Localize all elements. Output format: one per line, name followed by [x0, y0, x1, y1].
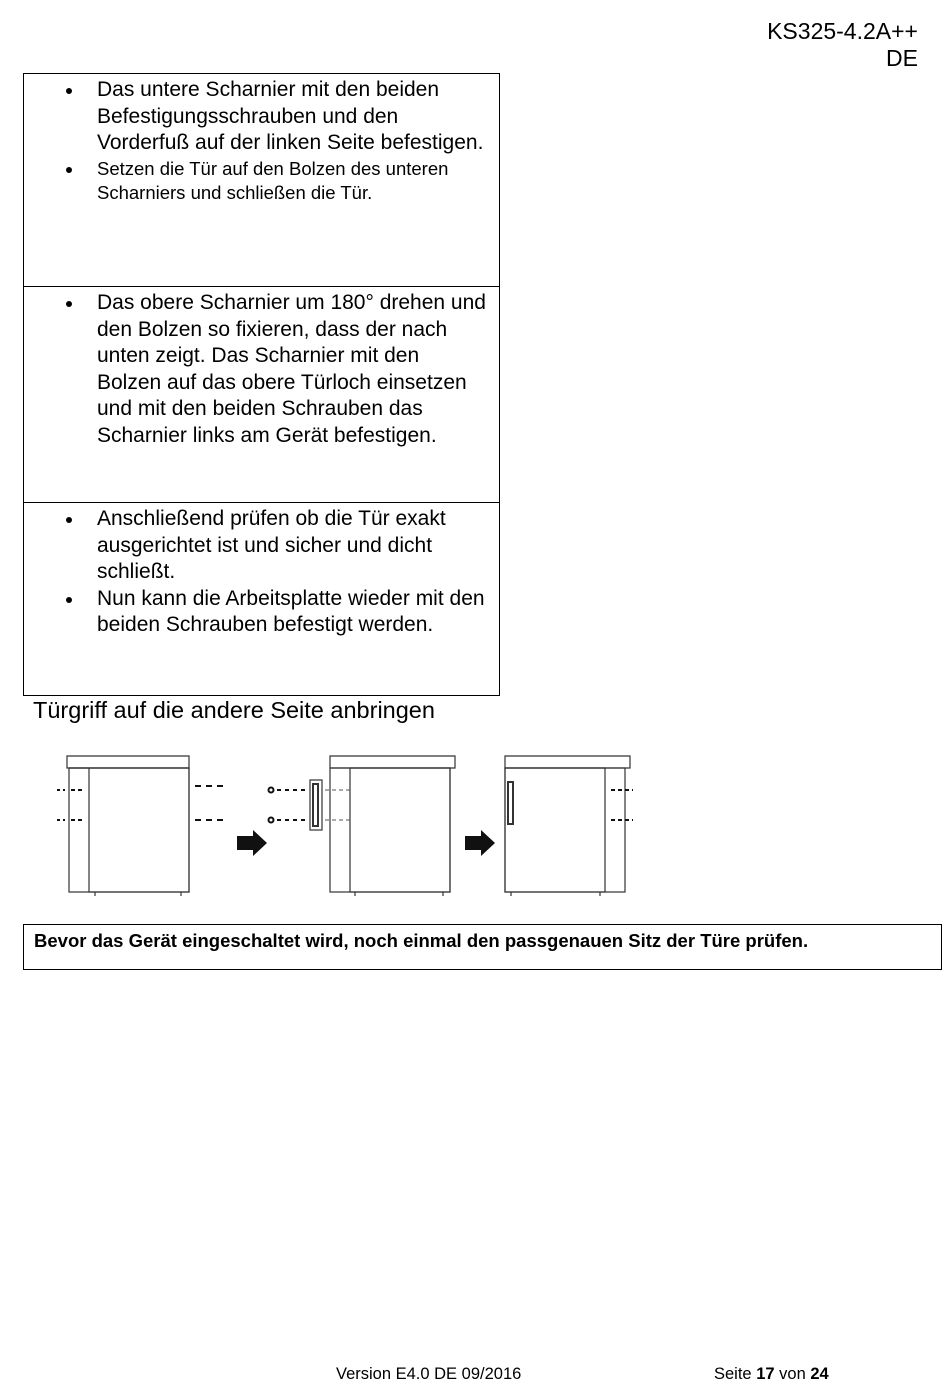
page-label: Seite: [714, 1365, 752, 1383]
page-of: von: [779, 1365, 806, 1383]
bullet-item: Setzen die Tür auf den Bolzen des unteren Scharniers und schließen die Tür.: [24, 157, 499, 206]
language-code: DE: [886, 45, 918, 71]
bullet-list: [24, 506, 499, 639]
fridge-1-icon: [67, 756, 189, 896]
model-number: KS325-4.2A++: [767, 18, 918, 44]
steps-table: [23, 73, 500, 696]
bullet-item: Nun kann die Arbeitsplatte wieder mit den beiden Schrauben befestigt werden.: [24, 586, 499, 639]
footer-version: Version E4.0 DE 09/2016: [336, 1365, 522, 1383]
section-heading: Türgriff auf die andere Seite anbringen: [33, 697, 435, 723]
bullet-list: [24, 290, 499, 449]
model-header: [767, 18, 918, 72]
bullet-list: [24, 77, 499, 157]
page-total: 24: [810, 1365, 829, 1383]
step-cell-1: [24, 74, 499, 287]
bullet-item: Anschließend prüfen ob die Tür exakt ausgerichtet ist und sicher und dicht schließt.: [24, 506, 499, 586]
bullet-list: [24, 157, 499, 206]
door-handle-illustration: [55, 748, 645, 900]
page-current: 17: [756, 1365, 775, 1383]
bullet-item: Das obere Scharnier um 180° drehen und den Bolzen so fixieren, dass der nach unten zeigt. Das Scharnier mit den Bolzen auf das obere Türloch einsetzen und mit den beiden Schrauben das Scharnier links am Gerät befestigen.: [24, 290, 499, 449]
fridge-2-icon: [310, 756, 455, 896]
footer-page-number: [714, 1364, 829, 1384]
bullet-item: Das untere Scharnier mit den beiden Befestigungsschrauben und den Vorderfuß auf der linken Seite befestigen.: [24, 77, 499, 157]
step-cell-3: [24, 503, 499, 695]
fridge-3-icon: [505, 756, 630, 896]
step-cell-2: [24, 287, 499, 503]
process-arrow-icon: [237, 830, 495, 856]
notice-box: Bevor das Gerät eingeschaltet wird, noch einmal den passgenauen Sitz der Türe prüfen.: [23, 924, 942, 970]
